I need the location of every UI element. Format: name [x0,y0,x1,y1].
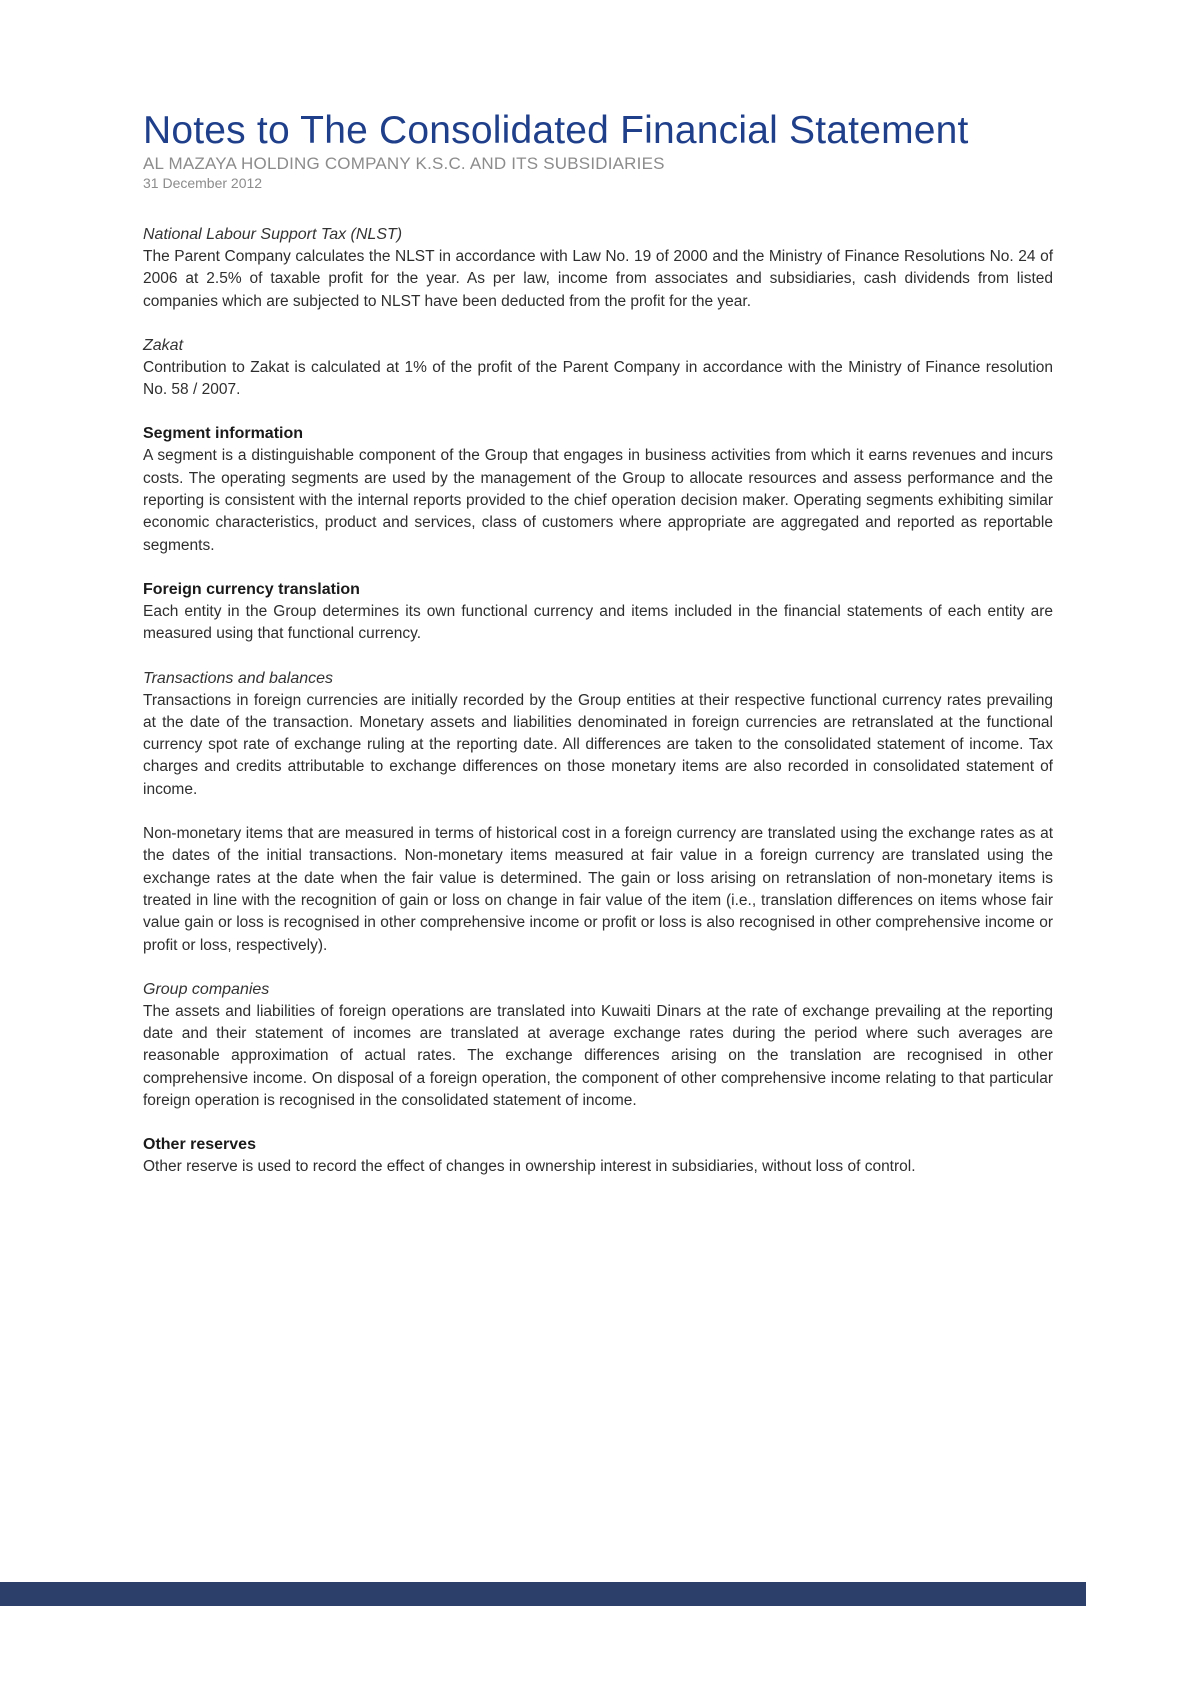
section-heading-nlst: National Labour Support Tax (NLST) [143,226,403,243]
page-title: Notes to The Consolidated Financial Statement [143,109,969,152]
section-zakat [143,335,1053,402]
section-text-segment: A segment is a distinguishable component of the Group that engages in business activities from which it earns revenues and incurs costs. The operating segments are used by the management of the Group to allocate resources and assess performance and the reporting is consistent with the internal reports provided to the chief operation decision maker. Operating segments exhibiting similar economic characteristics, product and services, class of customers where appropriate are aggregated and reported as reportable segments. [143,447,1053,554]
footer-bar [0,1582,1086,1606]
section-text-nlst: The Parent Company calculates the NLST in accordance with Law No. 19 of 2000 and the Ministry of Finance Resolutions No. 24 of 2006 at 2.5% of taxable profit for the year. As per law, income from associates and subsidiaries, cash dividends from listed companies which are subjected to NLST have been deducted from the profit for the year. [143,248,1053,310]
section-segment-information [143,423,1053,556]
section-text-other-reserves: Other reserve is used to record the effect of changes in ownership interest in subsidiaries, without loss of control. [143,1158,916,1176]
section-group-companies [143,979,1053,1112]
section-nlst [143,224,1053,313]
section-heading-zakat: Zakat [143,336,184,354]
section-heading-foreign-currency: Foreign currency translation [143,580,360,598]
section-text-transactions-2: Non-monetary items that are measured in terms of historical cost in a foreign currency are translated using the exchange rates as at the dates of the initial transactions. Non-monetary items measured at fair value in a foreign currency are translated using the exchange rates at the date when the fair value is determined. The gain or loss arising on retranslation of non-monetary items is treated in line with the recognition of gain or loss on change in fair value of the item (i.e., translation differences on items whose fair value gain or loss is recognised in other comprehensive income or profit or loss is also recognised in other comprehensive income or profit or loss, respectively). [143,825,1053,954]
section-text-transactions-1: Transactions in foreign currencies are initially recorded by the Group entities at their respective functional currency rates prevailing at the date of the transaction. Monetary assets and liabilities denominated in foreign currencies are retranslated at the functional currency spot rate of exchange ruling at the reporting date. All differences are taken to the consolidated statement of income. Tax charges and credits attributable to exchange differences on those monetary items are also recorded in consolidated statement of income. [143,691,1053,798]
section-heading-group-companies: Group companies [143,980,270,998]
section-text-foreign-currency: Each entity in the Group determines its own functional currency and items included in the financial statements of each entity are measured using that functional currency. [143,602,1053,643]
section-foreign-currency [143,579,1053,646]
page-header [143,108,1063,192]
notes-content [143,224,1053,1201]
section-text-zakat: Contribution to Zakat is calculated at 1% of the profit of the Parent Company in accordance with the Ministry of Finance resolution No. 58 / 2007. [143,358,1053,399]
report-date: 31 December 2012 [143,175,263,191]
section-other-reserves [143,1134,1053,1178]
section-heading-other-reserves: Other reserves [143,1136,256,1154]
section-heading-transactions: Transactions and balances [143,669,334,687]
section-heading-segment: Segment information [143,425,304,443]
section-text-group-companies: The assets and liabilities of foreign operations are translated into Kuwaiti Dinars at the rate of exchange prevailing at the reporting date and their statement of incomes are translated at average exchange rates during the period where such averages are reasonable approximation of actual rates. The exchange differences arising on the translation are recognised in other comprehensive income. On disposal of a foreign operation, the component of other comprehensive income relating to that particular foreign operation is recognised in the consolidated statement of income. [143,1002,1053,1110]
section-transactions-balances [143,668,1053,957]
company-name: AL MAZAYA HOLDING COMPANY K.S.C. AND ITS SUBSIDIARIES [143,154,665,173]
